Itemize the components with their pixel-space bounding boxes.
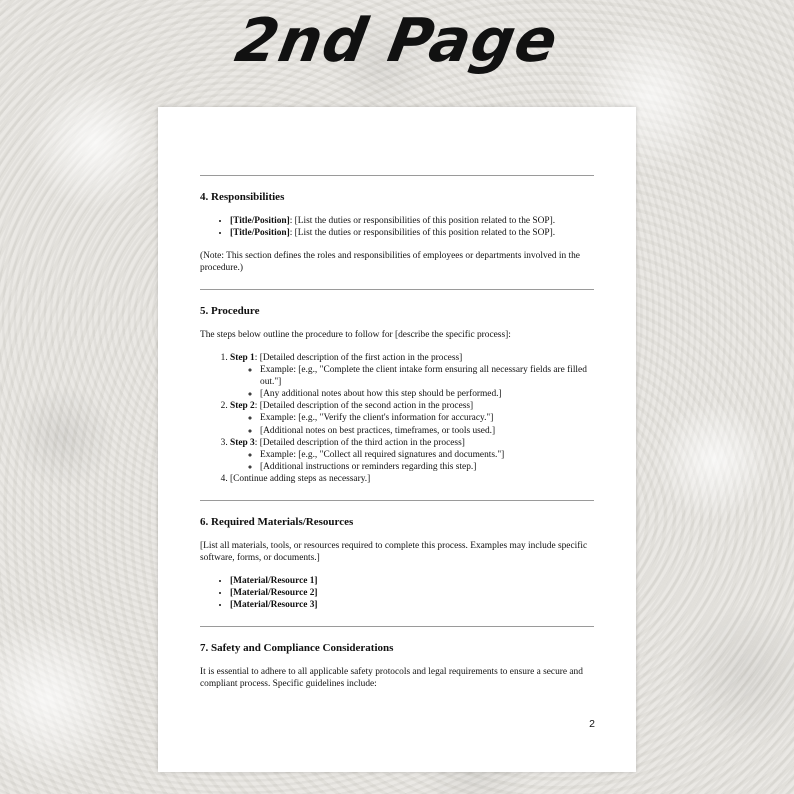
step-sublist [230, 412, 594, 436]
list-item [230, 437, 594, 473]
item-label: [Material/Resource 3] [230, 599, 318, 610]
step-text: : [Detailed description of the third action in the process] [254, 437, 465, 448]
item-label: [Material/Resource 1] [230, 575, 318, 586]
step-sublist [230, 449, 594, 473]
list-item: ◦ [Additional notes on best practices, timeframes, or tools used.] [260, 425, 594, 437]
list-item: ◦ [Additional instructions or reminders regarding this step.] [260, 461, 594, 473]
step-text: : [Detailed description of the second action in the process] [254, 401, 474, 412]
materials-intro: [List all materials, tools, or resources required to complete this process. Examples may include specific software, forms, or documents.] [200, 540, 588, 563]
list-item: ◦ [Any additional notes about how this step should be performed.] [260, 388, 594, 400]
section-title-procedure: 5. Procedure [200, 305, 260, 318]
item-label: [Material/Resource 2] [230, 587, 318, 598]
step-label: Step 2 [230, 401, 255, 412]
section-divider [200, 500, 594, 501]
step-text: : [Detailed description of the first action in the process] [254, 353, 463, 364]
responsibilities-list [200, 215, 594, 239]
responsibilities-note: (Note: This section defines the roles and responsibilities of employees or departments involved in the procedure.) [200, 251, 580, 274]
item-text: : [List the duties or responsibilities of this position related to the SOP]. [289, 216, 556, 227]
step-label: Step 3 [230, 437, 255, 448]
list-item: ◦ Example: [e.g., "Complete the client intake form ensuring all necessary fields are filled out."] [260, 364, 594, 388]
item-label: [Title/Position] [230, 228, 290, 239]
list-item: ◦ Example: [e.g., "Collect all required signatures and documents."] [260, 449, 594, 461]
section-title-responsibilities: 4. Responsibilities [200, 191, 285, 203]
materials-list [200, 575, 594, 611]
list-item: 4. [Continue adding steps as necessary.] [230, 473, 594, 485]
list-item [230, 227, 594, 239]
section-title-materials: 6. Required Materials/Resources [200, 515, 354, 528]
item-label: [Title/Position] [230, 216, 290, 227]
section-divider [200, 289, 594, 290]
page-number: 2 [589, 718, 595, 730]
page-heading: 2nd Page [230, 6, 564, 76]
document-page [158, 107, 636, 772]
list-item [230, 599, 594, 611]
step-label: Step 1 [230, 353, 255, 364]
section-divider [200, 626, 594, 627]
document-content [200, 175, 594, 690]
item-text: : [List the duties or responsibilities of this position related to the SOP]. [289, 228, 556, 239]
step-sublist [230, 364, 594, 400]
procedure-intro: The steps below outline the procedure to follow for [describe the specific process]: [200, 330, 511, 341]
list-item: ◦ Example: [e.g., "Verify the client's information for accuracy."] [260, 412, 594, 424]
list-item [230, 352, 594, 400]
safety-intro: It is essential to adhere to all applicable safety protocols and legal requirements to ensure a secure and compliant process. Specific guidelines include: [200, 666, 583, 689]
procedure-steps [200, 352, 594, 484]
section-divider [200, 175, 594, 176]
list-item [230, 400, 594, 436]
list-item [230, 215, 594, 227]
section-title-safety: 7. Safety and Compliance Considerations [200, 641, 394, 654]
list-item [230, 587, 594, 599]
list-item [230, 575, 594, 587]
